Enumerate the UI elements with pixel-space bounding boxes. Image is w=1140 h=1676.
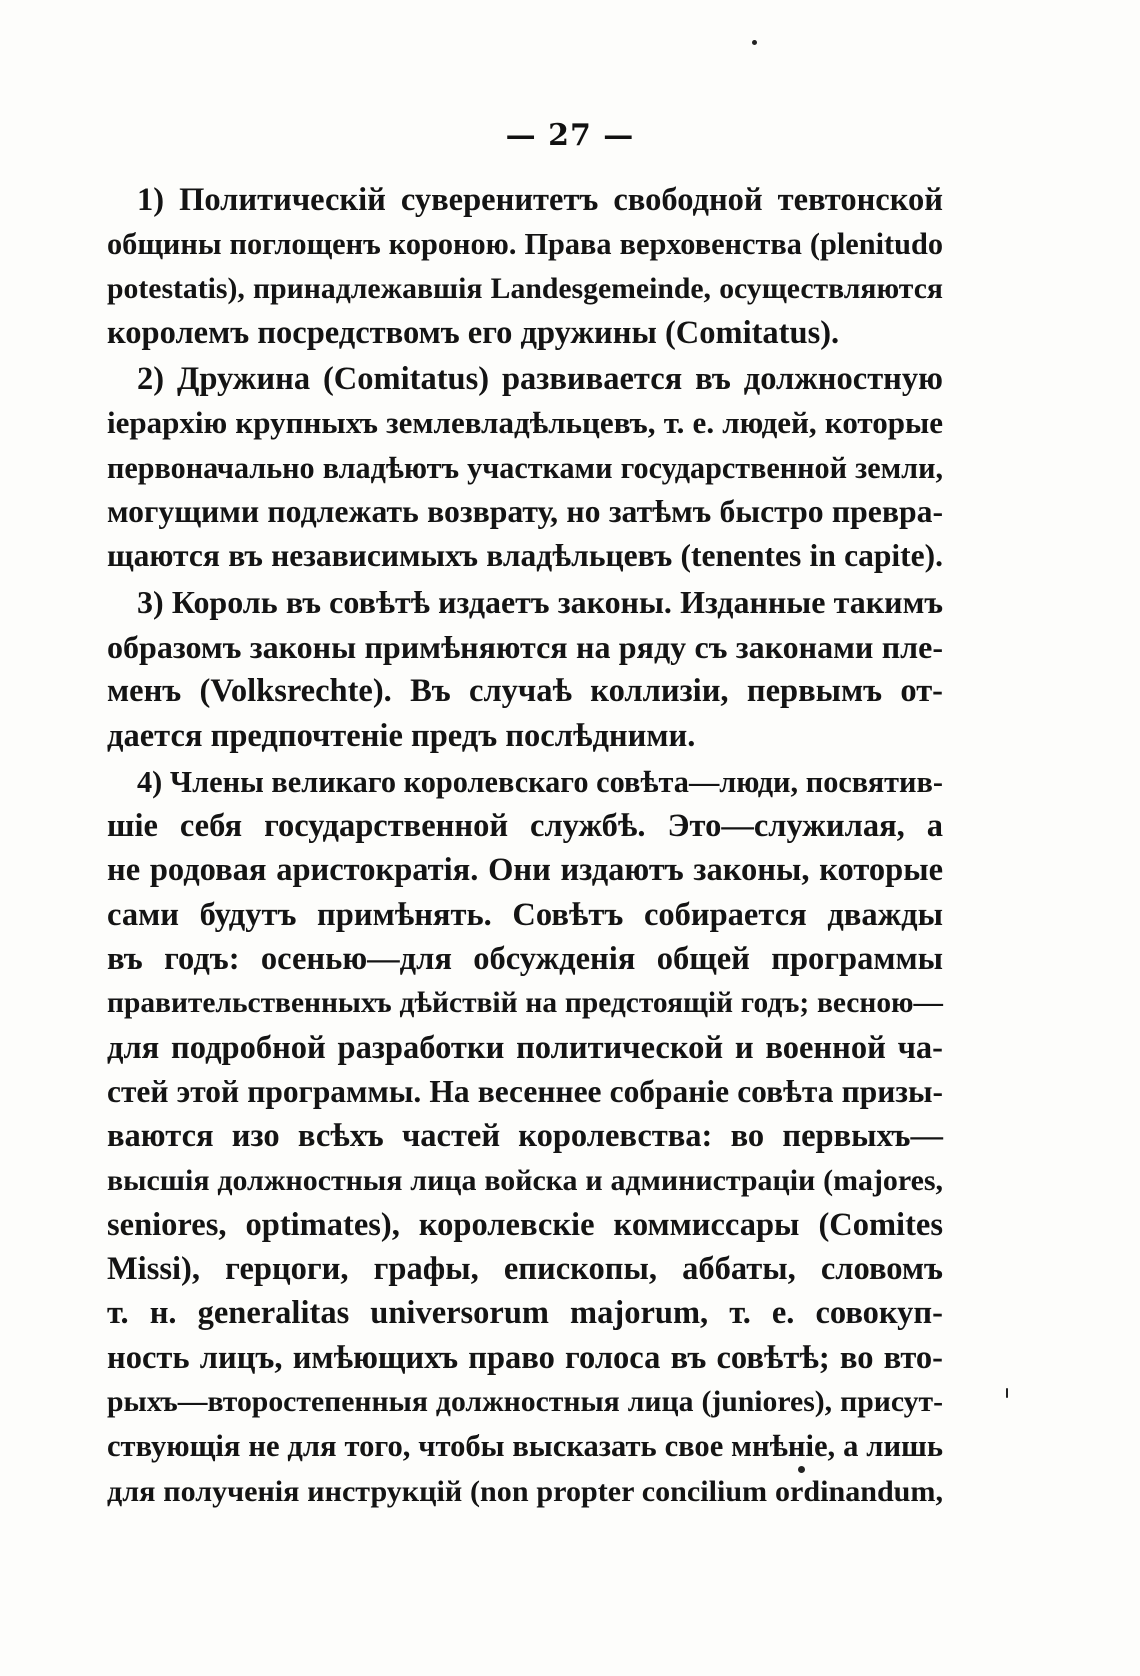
page-number: — 27 — [505, 118, 635, 153]
text-line: ваются изо всѣхъ частей королевства: во первыхъ— [107, 1118, 943, 1155]
text-line: королемъ посредствомъ его дружины (Comitatus). [107, 314, 840, 351]
text-line: менъ (Volksrechte). Въ случаѣ коллизіи, первымъ от- [107, 673, 943, 710]
text-line: образомъ законы примѣняются на ряду съ законами пле- [107, 628, 943, 665]
text-line: 1) Политическій суверенитетъ свободной тевтонской [137, 182, 943, 218]
text-line: seniores, optimates), королевскіе коммиссары (Comites [107, 1206, 943, 1243]
text-line: 3) Король въ совѣтѣ издаетъ законы. Изданные такимъ [137, 584, 943, 620]
text-line: для полученія инструкцій (non propter concilium ordinandum, [107, 1473, 943, 1508]
text-line: 2) Дружина (Comitatus) развивается въ должностную [137, 361, 943, 398]
text-line: въ годъ: осенью—для обсужденія общей программы [107, 941, 943, 978]
text-line: рыхъ—второстепенныя должностныя лица (juniores), присут- [107, 1386, 943, 1419]
text-line: т. н. generalitas universorum majorum, т. е. совокуп- [107, 1295, 943, 1332]
text-line: общины поглощенъ короною. Права верховенства (plenitudo [107, 227, 943, 262]
text-line: первоначально владѣютъ участками государственной земли, [107, 450, 943, 485]
scan-speck [752, 40, 757, 45]
text-line: ствующія не для того, чтобы высказать свое мнѣніе, а лишь [107, 1429, 943, 1464]
text-line: для подробной разработки политической и военной ча- [107, 1029, 943, 1066]
paragraph-4 [107, 760, 943, 1513]
scan-speck [798, 1466, 805, 1473]
text-line: правительственныхъ дѣйствій на предстоящій годъ; весною— [107, 987, 943, 1020]
text-line: высшія должностныя лица войска и администраціи (majores, [107, 1163, 943, 1197]
text-line: дается предпочтеніе предъ послѣдними. [107, 717, 696, 754]
text-line: не родовая аристократія. Они издаютъ законы, которые [107, 852, 943, 889]
text-line: сами будутъ примѣнять. Совѣтъ собирается дважды [107, 896, 943, 933]
paragraph-2 [107, 357, 943, 578]
text-line: ность лицъ, имѣющихъ право голоса въ совѣтѣ; во вто- [107, 1339, 943, 1376]
text-line: іерархію крупныхъ землевладѣльцевъ, т. е. людей, которые [107, 405, 943, 441]
text-line: 4) Члены великаго королевскаго совѣта—люди, посвятив- [137, 764, 943, 799]
body-text [107, 178, 943, 1513]
text-line: могущими подлежать возврату, но затѣмъ быстро превра- [107, 494, 943, 530]
text-line: potestatis), принадлежавшія Landesgemeinde, осуществляются [107, 272, 943, 305]
paragraph-3 [107, 581, 943, 758]
paragraph-1 [107, 178, 943, 355]
text-line: стей этой программы. На весеннее собраніе совѣта призы- [107, 1073, 943, 1109]
text-line: щаются въ независимыхъ владѣльцевъ (tenentes in capite). [107, 538, 943, 574]
scan-speck [1006, 1388, 1008, 1398]
text-line: Missi), герцоги, графы, епископы, аббаты, словомъ [107, 1251, 943, 1288]
text-line: шіе себя государственной службѣ. Это—служилая, а [107, 808, 943, 845]
